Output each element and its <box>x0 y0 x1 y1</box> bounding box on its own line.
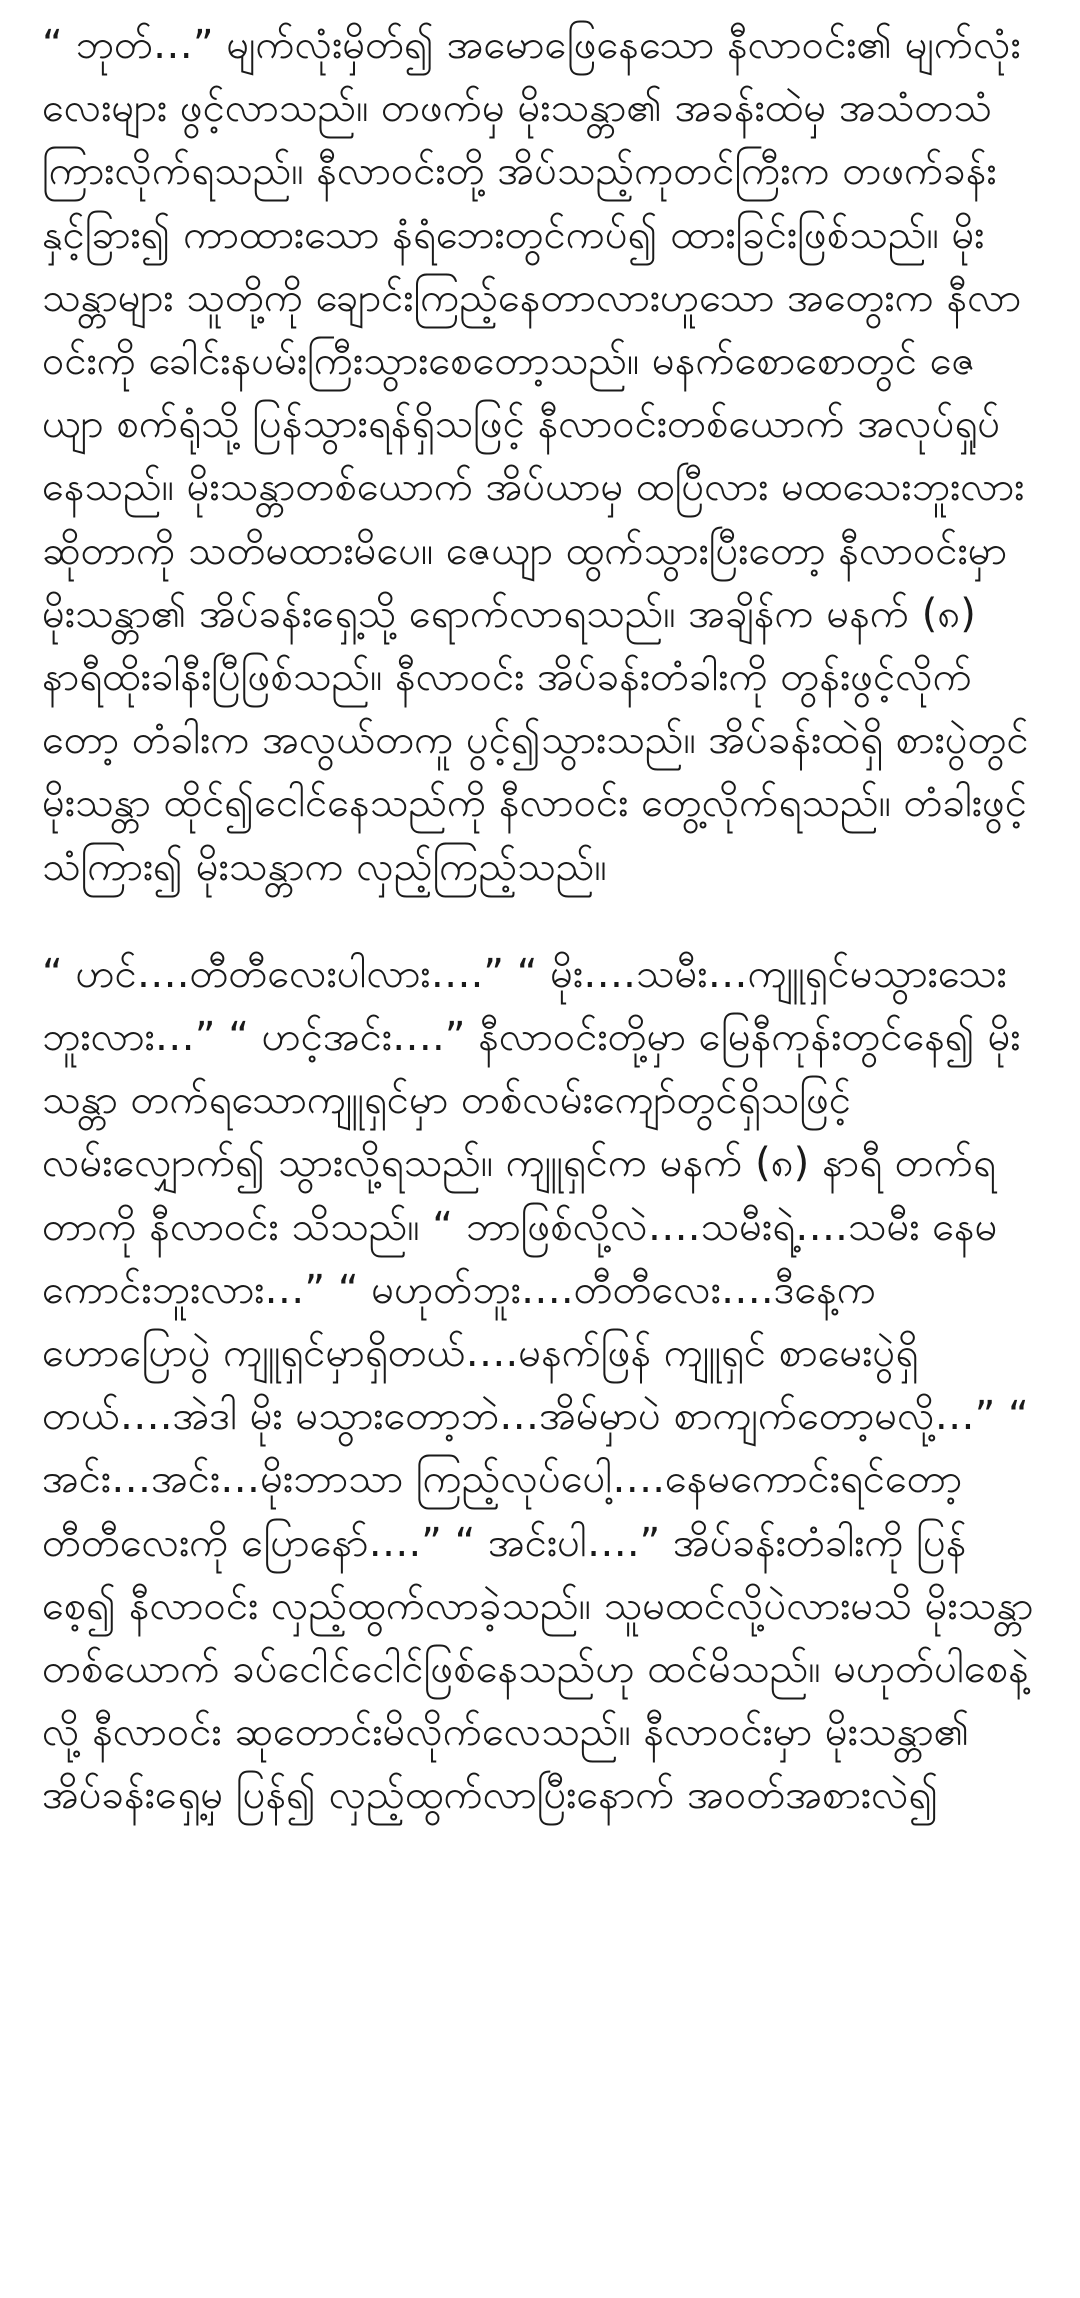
story-paragraph-2: “ ဟင်….တီတီလေးပါလား….” “ မိုး….သမီး…ကျူရှင်မသွားသေးဘူးလား…” “ ဟင့်အင်း….” နီလာဝင်းတို့မှာ မြေနီကုန်းတွင်နေ၍ မိုးသန္တာ တက်ရသောကျူရှင်မှာ တစ်လမ်းကျော်တွင်ရှိသဖြင့် လမ်းလျှောက်၍ သွားလို့ရသည်။ ကျူရှင်က မနက် (၈) နာရီ တက်ရတာကို နီလာဝင်း သိသည်။ “ ဘာဖြစ်လို့လဲ….သမီးရဲ့….သမီး နေမကောင်းဘူးလား…” “ မဟုတ်ဘူး….တီတီလေး….ဒီနေ့က ဟောပြောပွဲ ကျူရှင်မှာရှိတယ်….မနက်ဖြန် ကျူရှင် စာမေးပွဲရှိတယ်….အဲဒါ မိုး မသွားတော့ဘဲ…အိမ်မှာပဲ စာကျက်တော့မလို့…” “ အင်း…အင်း…မိုးဘာသာ ကြည့်လုပ်ပေါ့….နေမကောင်းရင်တော့ တီတီလေးကို ပြောနော်….” “ အင်းပါ….” အိပ်ခန်းတံခါးကို ပြန်စေ့၍ နီလာဝင်း လှည့်ထွက်လာခဲ့သည်။ သူမထင်လို့ပဲလားမသိ မိုးသန္တာတစ်ယောက် ခပ်ငေါင်ငေါင်ဖြစ်နေသည်ဟု ထင်မိသည်။ မဟုတ်ပါစေနဲ့လို့ နီလာဝင်း ဆုတောင်းမိလိုက်လေသည်။ နီလာဝင်းမှာ မိုးသန္တာ၏ အိပ်ခန်းရှေ့မှ ပြန်၍ လှည့်ထွက်လာပြီးနောက် အဝတ်အစားလဲ၍ <box>42 950 1034 1819</box>
story-paragraph-1: “ ဘုတ်…” မျက်လုံးမှိတ်၍ အမောဖြေနေသော နီလာဝင်း၏ မျက်လုံးလေးများ ဖွင့်လာသည်။ တဖက်မှ မိုးသန္တာ၏ အခန်းထဲမှ အသံတသံကြားလိုက်ရသည်။ နီလာဝင်းတို့ အိပ်သည့်ကုတင်ကြီးက တဖက်ခန်းနှင့်ခြား၍ ကာထားသော နံရံဘေးတွင်ကပ်၍ ထားခြင်းဖြစ်သည်။ မိုးသန္တာများ သူတို့ကို ချောင်းကြည့်နေတာလားဟူသော အတွေးက နီလာဝင်းကို ခေါင်းနပမ်းကြီးသွားစေတော့သည်။ မနက်စောစောတွင် ဇေယျာ စက်ရုံသို့ ပြန်သွားရန်ရှိသဖြင့် နီလာဝင်းတစ်ယောက် အလုပ်ရှုပ်နေသည်။ မိုးသန္တာတစ်ယောက် အိပ်ယာမှ ထပြီလား မထသေးဘူးလား ဆိုတာကို သတိမထားမိပေ။ ဇေယျာ ထွက်သွားပြီးတော့ နီလာဝင်းမှာ မိုးသန္တာ၏ အိပ်ခန်းရှေ့သို့ ရောက်လာရသည်။ အချိန်က မနက် (၈) နာရီထိုးခါနီးပြီဖြစ်သည်။ နီလာဝင်း အိပ်ခန်းတံခါးကို တွန်းဖွင့်လိုက်တော့ တံခါးက အလွယ်တကူ ပွင့်၍သွားသည်။ အိပ်ခန်းထဲရှိ စားပွဲတွင် မိုးသန္တာ ထိုင်၍ငေါင်နေသည်ကို နီလာဝင်း တွေ့လိုက်ရသည်။ တံခါးဖွင့်သံကြား၍ မိုးသန္တာက လှည့်ကြည့်သည်။ <box>42 22 1029 890</box>
